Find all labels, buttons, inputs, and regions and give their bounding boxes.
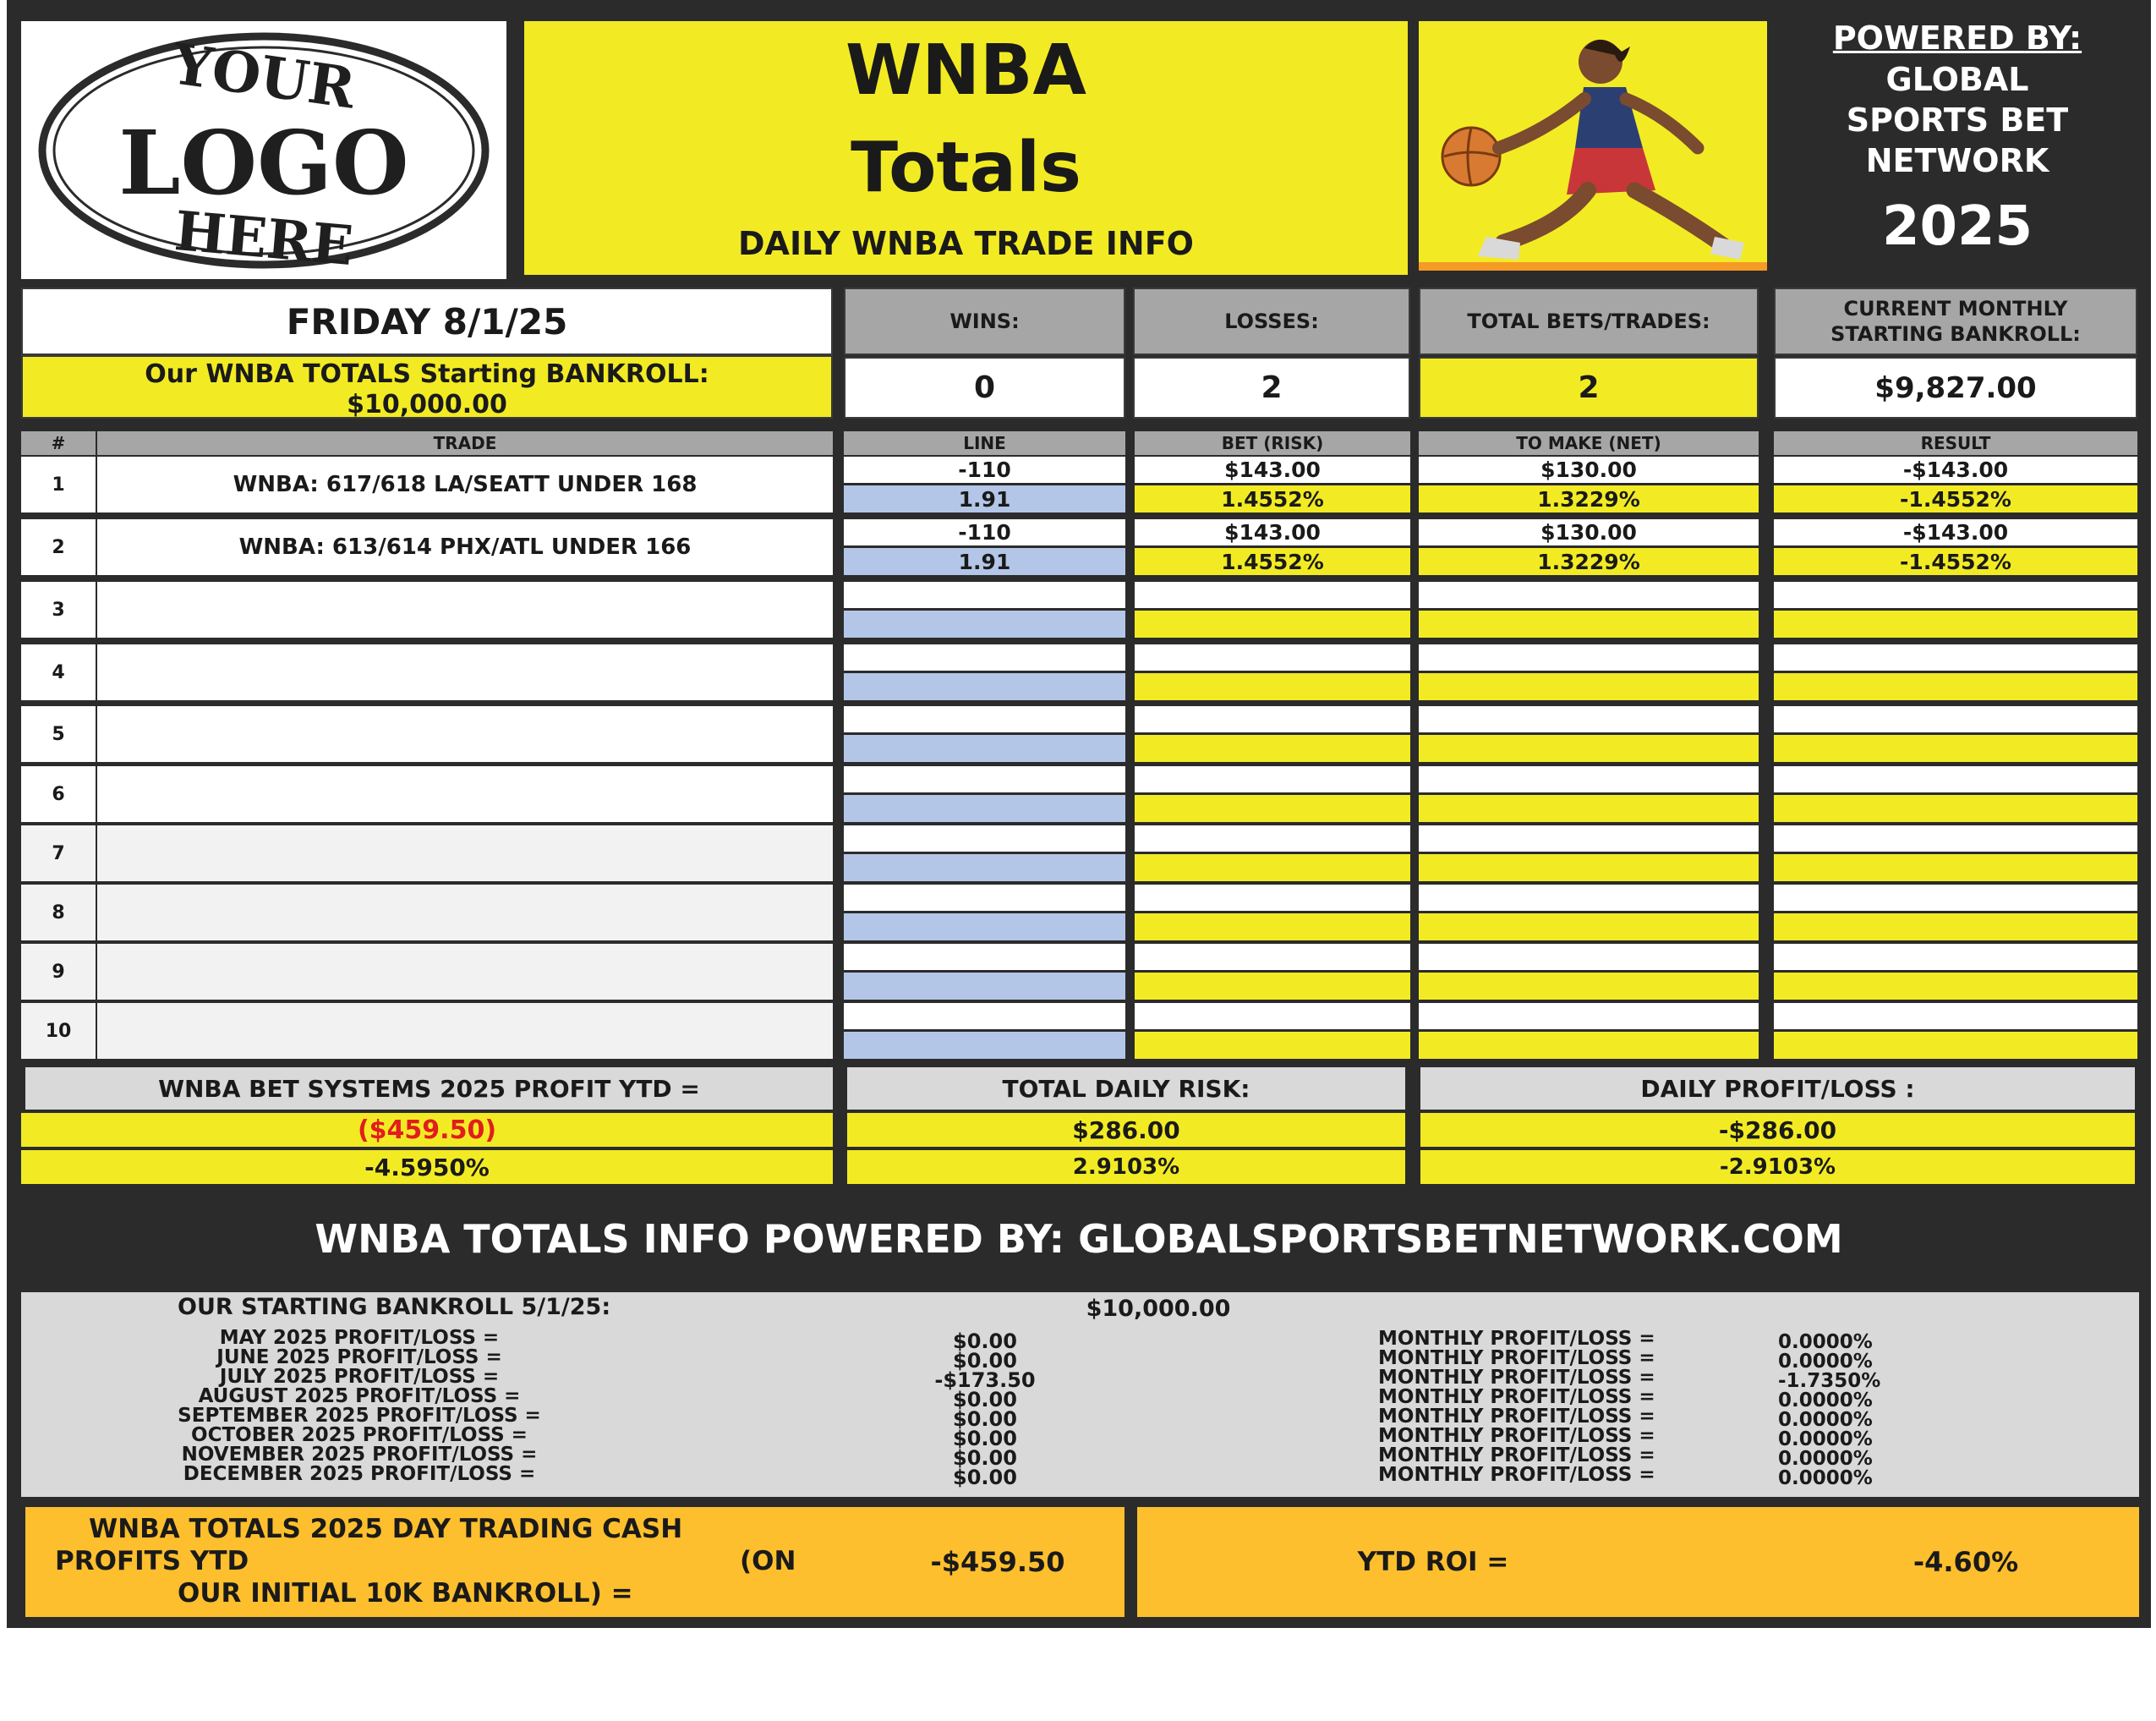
ytd-roi-value: -4.60%	[1912, 1546, 2019, 1578]
line-cell	[844, 644, 1125, 671]
month-value: $0.00	[953, 1329, 1017, 1353]
trade-cell: WNBA: 613/614 PHX/ATL UNDER 166	[97, 519, 833, 575]
ytd-profit-value: ($459.50)	[21, 1113, 833, 1147]
to-make-cell	[1419, 825, 1759, 852]
to-make-pct-cell	[1419, 973, 1759, 1000]
month-value: $0.00	[953, 1446, 1017, 1470]
daily-risk-label: TOTAL DAILY RISK:	[847, 1067, 1405, 1110]
odds-cell	[844, 973, 1125, 1000]
title-totals: Totals	[851, 127, 1081, 208]
month-value: $0.00	[953, 1349, 1017, 1373]
logo-text-logo: LOGO	[118, 110, 409, 215]
bet-pct-cell: 1.4552%	[1135, 485, 1410, 512]
line-cell: -110	[844, 519, 1125, 545]
total-bets-value: 2	[1419, 357, 1759, 419]
odds-cell	[844, 795, 1125, 822]
bet-pct-cell	[1135, 913, 1410, 940]
result-cell	[1774, 825, 2137, 852]
bet-pct-cell	[1135, 973, 1410, 1000]
trade-cell: WNBA: 617/618 LA/SEATT UNDER 168	[97, 457, 833, 512]
month-pct: 0.0000%	[1778, 1351, 1873, 1373]
logo-placeholder	[21, 21, 506, 279]
title-wnba: WNBA	[845, 30, 1087, 111]
monthly-pl-label: MONTHLY PROFIT/LOSS =	[1378, 1347, 1655, 1369]
monthly-bankroll-label	[1774, 288, 2137, 355]
to-make-pct-cell	[1419, 611, 1759, 638]
bet-pct-cell	[1135, 735, 1410, 762]
result-pct-cell	[1774, 611, 2137, 638]
daily-pl-pct: -2.9103%	[1420, 1150, 2135, 1184]
to-make-pct-cell	[1419, 913, 1759, 940]
row-number: 4	[21, 644, 96, 700]
row-number: 1	[21, 457, 96, 512]
monthly-start-value: $10,000.00	[1086, 1295, 1231, 1322]
result-pct-cell	[1774, 735, 2137, 762]
to-make-cell	[1419, 766, 1759, 792]
monthly-summary-panel	[21, 1292, 2139, 1497]
col-header-result: RESULT	[1774, 431, 2137, 455]
cash-profits-line3: OUR INITIAL 10K BANKROLL) =	[178, 1578, 633, 1609]
monthly-pl-label: MONTHLY PROFIT/LOSS =	[1378, 1386, 1655, 1408]
monthly-pl-label: MONTHLY PROFIT/LOSS =	[1378, 1425, 1655, 1447]
bet-pct-cell: 1.4552%	[1135, 548, 1410, 575]
to-make-cell: $130.00	[1419, 457, 1759, 483]
losses-label: LOSSES:	[1133, 288, 1410, 355]
result-cell	[1774, 644, 2137, 671]
line-cell	[844, 582, 1125, 608]
result-cell: -$143.00	[1774, 457, 2137, 483]
row-number: 7	[21, 825, 96, 881]
daily-risk-pct: 2.9103%	[847, 1150, 1405, 1184]
to-make-pct-cell	[1419, 673, 1759, 700]
line-cell	[844, 825, 1125, 852]
result-pct-cell	[1774, 673, 2137, 700]
row-number: 2	[21, 519, 96, 575]
monthly-pl-label: MONTHLY PROFIT/LOSS =	[1378, 1444, 1655, 1466]
monthly-start-label: OUR STARTING BANKROLL 5/1/25:	[178, 1294, 611, 1320]
bet-cell: $143.00	[1135, 457, 1410, 483]
monthly-bankroll-label-line2: STARTING BANKROLL:	[1830, 322, 2081, 346]
starting-bankroll-value: $10,000.00	[347, 389, 507, 419]
result-cell: -$143.00	[1774, 519, 2137, 545]
to-make-cell	[1419, 644, 1759, 671]
logo-text-your: YOUR	[168, 30, 359, 122]
bet-cell	[1135, 766, 1410, 792]
bet-pct-cell	[1135, 854, 1410, 881]
cash-profits-box	[25, 1507, 1125, 1617]
result-cell	[1774, 885, 2137, 911]
row-number: 8	[21, 885, 96, 940]
month-value: $0.00	[953, 1427, 1017, 1450]
ytd-profit-label: WNBA BET SYSTEMS 2025 PROFIT YTD =	[25, 1067, 833, 1110]
trade-cell	[97, 644, 833, 700]
wins-label: WINS:	[844, 288, 1125, 355]
bet-cell	[1135, 825, 1410, 852]
basketball-player-image	[1419, 21, 1767, 271]
to-make-pct-cell: 1.3229%	[1419, 485, 1759, 512]
result-cell	[1774, 1003, 2137, 1029]
month-label: NOVEMBER 2025 PROFIT/LOSS =	[181, 1444, 538, 1466]
month-label: SEPTEMBER 2025 PROFIT/LOSS =	[178, 1405, 541, 1427]
bet-pct-cell	[1135, 673, 1410, 700]
line-cell	[844, 766, 1125, 792]
odds-cell	[844, 854, 1125, 881]
month-value: -$173.50	[934, 1368, 1036, 1392]
result-pct-cell	[1774, 795, 2137, 822]
trade-cell	[97, 944, 833, 1000]
month-pct: 0.0000%	[1778, 1467, 1873, 1489]
powered-by-year: 2025	[1881, 195, 2033, 258]
bet-pct-cell	[1135, 1032, 1410, 1059]
to-make-pct-cell: 1.3229%	[1419, 548, 1759, 575]
result-cell	[1774, 706, 2137, 732]
powered-by-line3: NETWORK	[1865, 142, 2049, 179]
title-panel	[524, 21, 1408, 275]
month-value: $0.00	[953, 1388, 1017, 1411]
monthly-pl-label: MONTHLY PROFIT/LOSS =	[1378, 1406, 1655, 1428]
bet-cell	[1135, 706, 1410, 732]
month-label: MAY 2025 PROFIT/LOSS =	[219, 1327, 500, 1349]
trade-cell	[97, 582, 833, 638]
result-pct-cell	[1774, 1032, 2137, 1059]
cash-profits-line2a: PROFITS YTD	[55, 1546, 249, 1576]
odds-cell	[844, 735, 1125, 762]
monthly-pl-label: MONTHLY PROFIT/LOSS =	[1378, 1328, 1655, 1350]
month-label: AUGUST 2025 PROFIT/LOSS =	[198, 1385, 521, 1407]
powered-by-line2: SPORTS BET	[1846, 101, 2069, 139]
result-pct-cell	[1774, 973, 2137, 1000]
month-label: DECEMBER 2025 PROFIT/LOSS =	[183, 1463, 536, 1485]
row-number: 3	[21, 582, 96, 638]
to-make-cell	[1419, 1003, 1759, 1029]
odds-cell: 1.91	[844, 548, 1125, 575]
bet-cell	[1135, 644, 1410, 671]
logo-text-here: HERE	[172, 199, 356, 278]
month-label: JULY 2025 PROFIT/LOSS =	[219, 1366, 500, 1388]
line-cell	[844, 706, 1125, 732]
trade-cell	[97, 766, 833, 822]
row-number: 6	[21, 766, 96, 822]
month-label: JUNE 2025 PROFIT/LOSS =	[216, 1346, 502, 1368]
bet-cell	[1135, 1003, 1410, 1029]
result-cell	[1774, 766, 2137, 792]
result-cell	[1774, 944, 2137, 970]
row-number: 5	[21, 706, 96, 762]
bet-cell: $143.00	[1135, 519, 1410, 545]
total-bets-label: TOTAL BETS/TRADES:	[1419, 288, 1759, 355]
result-pct-cell	[1774, 913, 2137, 940]
ytd-roi-box	[1137, 1507, 2139, 1617]
monthly-bankroll-value: $9,827.00	[1774, 357, 2137, 419]
month-pct: 0.0000%	[1778, 1389, 1873, 1411]
line-cell	[844, 1003, 1125, 1029]
trade-cell	[97, 706, 833, 762]
result-pct-cell: -1.4552%	[1774, 485, 2137, 512]
row-number: 9	[21, 944, 96, 1000]
odds-cell	[844, 913, 1125, 940]
title-subtitle: DAILY WNBA TRADE INFO	[738, 225, 1194, 262]
line-cell	[844, 944, 1125, 970]
line-cell: -110	[844, 457, 1125, 483]
to-make-pct-cell	[1419, 854, 1759, 881]
daily-risk-value: $286.00	[847, 1113, 1405, 1147]
month-value: $0.00	[953, 1466, 1017, 1489]
odds-cell: 1.91	[844, 485, 1125, 512]
starting-bankroll-label: Our WNBA TOTALS Starting BANKROLL:	[145, 359, 709, 389]
col-header-trade: TRADE	[97, 431, 833, 455]
odds-cell	[844, 611, 1125, 638]
row-number: 10	[21, 1003, 96, 1059]
monthly-pl-label: MONTHLY PROFIT/LOSS =	[1378, 1464, 1655, 1486]
daily-pl-label: DAILY PROFIT/LOSS :	[1420, 1067, 2135, 1110]
month-pct: 0.0000%	[1778, 1331, 1873, 1353]
daily-pl-value: -$286.00	[1420, 1113, 2135, 1147]
trade-cell	[97, 1003, 833, 1059]
ytd-roi-label: YTD ROI =	[1357, 1547, 1509, 1577]
cash-profits-line2b: (ON	[740, 1546, 796, 1576]
to-make-cell	[1419, 885, 1759, 911]
to-make-cell	[1419, 944, 1759, 970]
powered-by-panel	[1776, 17, 2139, 275]
to-make-pct-cell	[1419, 735, 1759, 762]
col-header-line: LINE	[844, 431, 1125, 455]
losses-value: 2	[1133, 357, 1410, 419]
line-cell	[844, 885, 1125, 911]
powered-by-banner: WNBA TOTALS INFO POWERED BY: GLOBALSPORTSBETNETWORK.COM	[315, 1216, 1843, 1262]
date-label: FRIDAY 8/1/25	[21, 288, 833, 355]
starting-bankroll-cell	[21, 355, 833, 419]
bet-cell	[1135, 885, 1410, 911]
bet-cell	[1135, 944, 1410, 970]
powered-by-line1: GLOBAL	[1885, 61, 2029, 98]
cash-profits-line1: WNBA TOTALS 2025 DAY TRADING CASH	[89, 1514, 683, 1544]
to-make-pct-cell	[1419, 1032, 1759, 1059]
to-make-cell: $130.00	[1419, 519, 1759, 545]
month-pct: 0.0000%	[1778, 1409, 1873, 1431]
player-image-panel	[1419, 21, 1767, 271]
to-make-cell	[1419, 706, 1759, 732]
month-label: OCTOBER 2025 PROFIT/LOSS =	[191, 1424, 528, 1446]
col-header-to-make: TO MAKE (NET)	[1419, 431, 1759, 455]
monthly-bankroll-label-line1: CURRENT MONTHLY	[1843, 297, 2068, 321]
trade-cell	[97, 885, 833, 940]
result-pct-cell	[1774, 854, 2137, 881]
month-pct: 0.0000%	[1778, 1428, 1873, 1450]
result-cell	[1774, 582, 2137, 608]
odds-cell	[844, 1032, 1125, 1059]
powered-by-label: POWERED BY:	[1832, 19, 2082, 57]
month-pct: 0.0000%	[1778, 1448, 1873, 1470]
col-header-num: #	[21, 431, 96, 455]
bet-pct-cell	[1135, 795, 1410, 822]
ytd-profit-pct: -4.5950%	[21, 1150, 833, 1184]
trade-cell	[97, 825, 833, 881]
odds-cell	[844, 673, 1125, 700]
bet-pct-cell	[1135, 611, 1410, 638]
result-pct-cell: -1.4552%	[1774, 548, 2137, 575]
month-pct: -1.7350%	[1778, 1370, 1881, 1392]
month-value: $0.00	[953, 1407, 1017, 1431]
monthly-pl-label: MONTHLY PROFIT/LOSS =	[1378, 1367, 1655, 1389]
cash-profits-value: -$459.50	[930, 1546, 1065, 1578]
wins-value: 0	[844, 357, 1125, 419]
col-header-bet: BET (RISK)	[1135, 431, 1410, 455]
to-make-pct-cell	[1419, 795, 1759, 822]
bet-cell	[1135, 582, 1410, 608]
to-make-cell	[1419, 582, 1759, 608]
